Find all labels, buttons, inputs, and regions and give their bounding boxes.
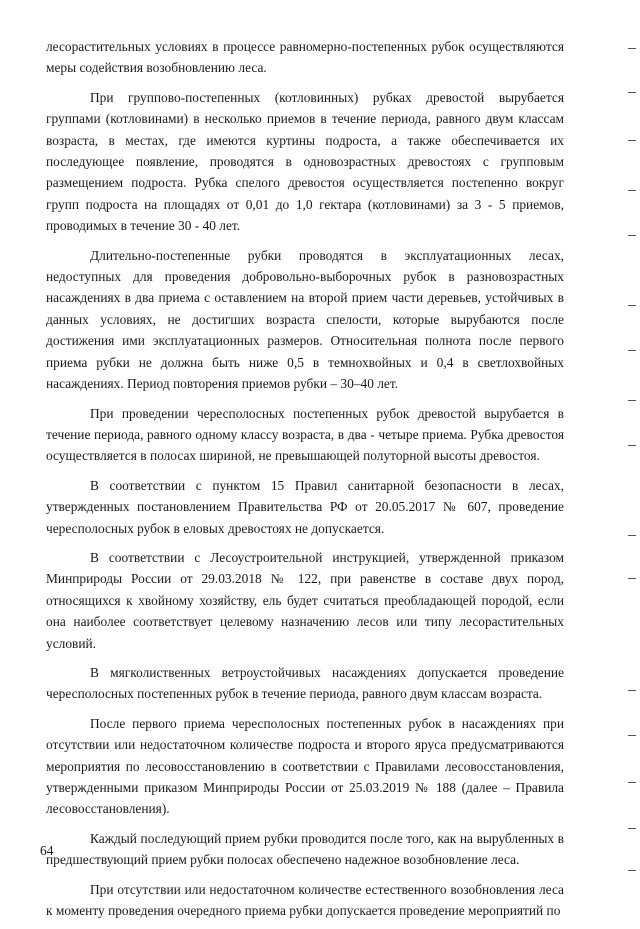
paragraph-4: При проведении чересполосных постепенных рубок древостой вырубается в течение периода, равного одному классу возраста, в два - четыре приема. Рубка древостоя осуществляется в полосах шириной, не превышающей полуторной высоты древостоя. xyxy=(46,405,564,464)
page-number: 64 xyxy=(40,843,54,858)
margin-mark xyxy=(628,578,636,579)
paragraph-6: В соответствии с Лесоустроительной инструкцией, утвержденной приказом Минприроды России от 29.03.2018 № 122, при равенстве в составе двух пород, относящихся к хвойному хозяйству, ель будет считаться преобладающей породой, если она наиболее соответствует целевому назначению лесов или типу лесорастительных условий. xyxy=(46,549,564,651)
margin-mark xyxy=(628,305,636,306)
margin-mark xyxy=(628,48,636,49)
margin-mark xyxy=(628,535,636,536)
paragraph-2: При группово-постепенных (котловинных) рубках древостой вырубается группами (котловинами) в несколько приемов в течение периода, равного двум классам возраста, в местах, где имеются куртины подроста, а также обеспечивается их последующее появление, проводятся в одновозрастных древостоях с групповым размещением подроста. Рубка спелого древостоя осуществляется постепенно вокруг групп подроста на площадях от 0,01 до 1,0 гектара (котловинами) за 3 - 5 приемов, проводимых в течение 30 - 40 лет. xyxy=(46,89,564,234)
margin-mark xyxy=(628,350,636,351)
paragraph-8: После первого приема чересполосных постепенных рубок в насаждениях при отсутствии или недостаточном количестве подроста и второго яруса предусматриваются мероприятия по лесовосстановлению в соответствии с Правилами лесовосстановления, утвержденными приказом Минприроды России от 25.03.2019 № 188 (далее – Правила лесовосстановления). xyxy=(46,715,564,817)
paragraph-7: В мягколиственных ветроустойчивых насаждениях допускается проведение чересполосных постепенных рубок в течение периода, равного двум классам возраста. xyxy=(46,664,564,702)
margin-mark xyxy=(628,870,636,871)
margin-mark xyxy=(628,92,636,93)
margin-mark xyxy=(628,235,636,236)
paragraph-1: лесорастительных условиях в процессе равномерно-постепенных рубок осуществляются меры содействия возобновлению леса. xyxy=(46,39,564,76)
margin-mark xyxy=(628,445,636,446)
scan-margin-marks xyxy=(620,0,640,905)
paragraph-9: Каждый последующий прием рубки проводится после того, как на вырубленных в предшествующий прием рубки полосах обеспечено надежное возобновление леса. xyxy=(46,830,564,868)
margin-mark xyxy=(628,735,636,736)
margin-mark xyxy=(628,782,636,783)
paragraph-3: Длительно-постепенные рубки проводятся в эксплуатационных лесах, недоступных для проведения добровольно-выборочных рубок в разновозрастных насаждениях в два приема с оставлением на второй прием части деревьев, устойчивых в данных условиях, не достигших возраста спелости, которые вырубаются после достижения ими эксплуатационных размеров. Относительная полнота после первого приема рубки не должна быть ниже 0,5 в темнохвойных и 0,4 в светлохвойных насаждениях. Период повторения приемов рубки – 30–40 лет. xyxy=(46,247,564,392)
margin-mark xyxy=(628,690,636,691)
document-page xyxy=(46,36,564,929)
margin-mark xyxy=(628,140,636,141)
margin-mark xyxy=(628,400,636,401)
paragraph-10: При отсутствии или недостаточном количестве естественного возобновления леса к моменту проведения очередного приема рубки допускается проведение мероприятий по xyxy=(46,881,564,919)
paragraph-5: В соответствии с пунктом 15 Правил санитарной безопасности в лесах, утвержденных постановлением Правительства РФ от 20.05.2017 № 607, проведение чересполосных рубок в еловых древостоях не допускается. xyxy=(46,477,564,536)
margin-mark xyxy=(628,828,636,829)
margin-mark xyxy=(628,190,636,191)
